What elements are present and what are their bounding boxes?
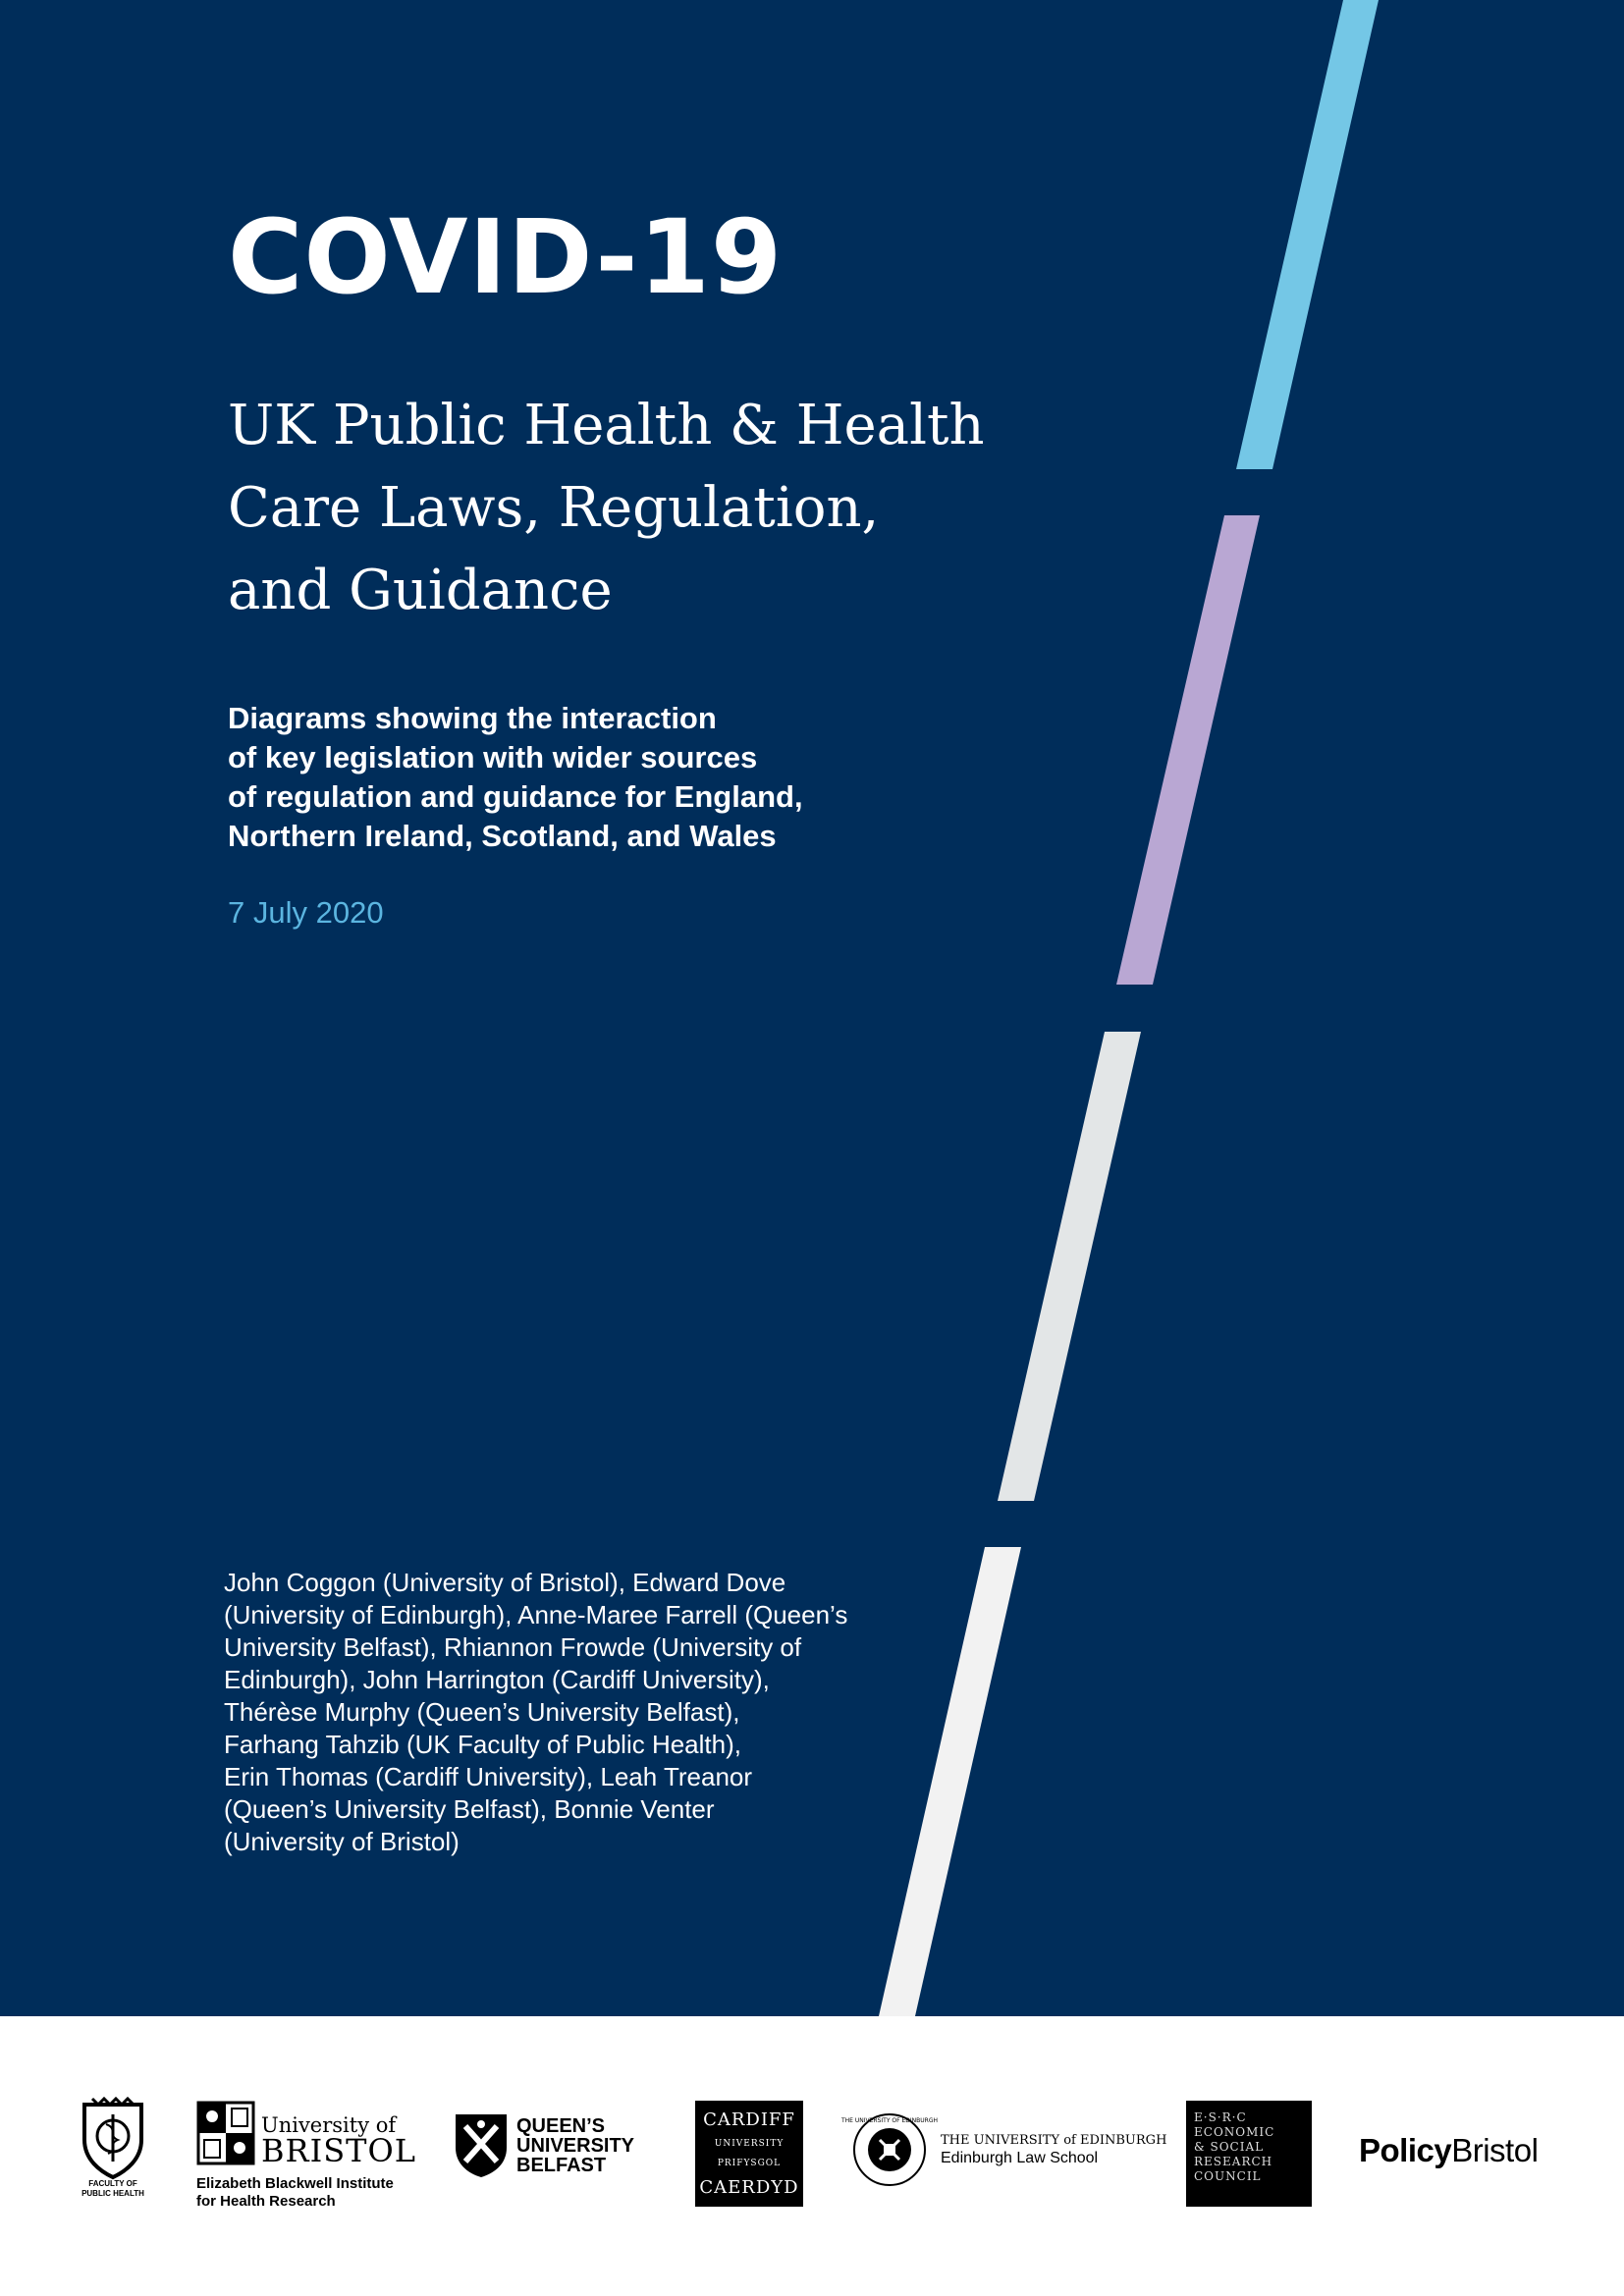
document-title: COVID-19 <box>228 197 784 317</box>
publication-date: 7 July 2020 <box>228 895 384 930</box>
cardiff-university-label: UNIVERSITY <box>714 2139 785 2150</box>
qub-label: QUEEN’S <box>516 2115 606 2137</box>
description-line: Northern Ireland, Scotland, and Wales <box>228 819 777 853</box>
policy-bristol-logo <box>1359 2132 1538 2169</box>
bristol-crest-icon <box>196 2101 255 2165</box>
bristol-university-of: University of <box>261 2113 397 2137</box>
author-line: Thérèse Murphy (Queen’s University Belfast), <box>224 1697 740 1727</box>
university-of-bristol-logo <box>196 2101 416 2211</box>
esrc-label: & SOCIAL <box>1194 2140 1265 2154</box>
description-line: Diagrams showing the interaction <box>228 701 717 735</box>
queens-university-belfast-logo <box>454 2112 634 2179</box>
edinburgh-seal-icon <box>841 2110 938 2189</box>
fph-label: FACULTY OF <box>88 2179 137 2188</box>
author-line: Edinburgh), John Harrington (Cardiff University), <box>224 1665 770 1694</box>
stripe-grey <box>998 1032 1141 1501</box>
cardiff-wordmark: CARDIFF <box>703 2109 795 2130</box>
author-line: John Coggon (University of Bristol), Edward Dove <box>224 1568 786 1597</box>
university-of-edinburgh-logo <box>841 2110 1167 2189</box>
esrc-wordmark: E·S·R·C <box>1194 2110 1247 2124</box>
esrc-label: RESEARCH <box>1194 2155 1273 2168</box>
bristol-institute-label: Elizabeth Blackwell Institute <box>196 2175 394 2192</box>
fph-label: PUBLIC HEALTH <box>81 2189 144 2198</box>
esrc-label: ECONOMIC <box>1194 2125 1275 2139</box>
qub-label: UNIVERSITY <box>516 2135 635 2157</box>
edinburgh-university-label: THE UNIVERSITY of EDINBURGH <box>941 2132 1167 2148</box>
subtitle-line: Care Laws, Regulation, <box>228 476 880 540</box>
cardiff-university-logo <box>695 2101 803 2207</box>
author-line: (University of Edinburgh), Anne-Maree Farrell (Queen’s <box>224 1600 848 1629</box>
author-line: Farhang Tahzib (UK Faculty of Public Health), <box>224 1730 741 1759</box>
description-line: of key legislation with wider sources <box>228 740 758 774</box>
qub-shield-icon <box>454 2112 509 2179</box>
author-line: (Queen’s University Belfast), Bonnie Venter <box>224 1794 715 1824</box>
bristol-institute-label: for Health Research <box>196 2193 336 2210</box>
esrc-label: COUNCIL <box>1194 2169 1262 2183</box>
esrc-logo <box>1186 2101 1312 2207</box>
stripe-white <box>879 1547 1021 2016</box>
qub-label: BELFAST <box>516 2155 607 2176</box>
stripe-blue <box>1236 0 1379 469</box>
author-line: University Belfast), Rhiannon Frowde (University of <box>224 1632 802 1662</box>
author-line: Erin Thomas (Cardiff University), Leah Treanor <box>224 1762 753 1791</box>
subtitle-line: UK Public Health & Health <box>228 394 985 457</box>
edinburgh-law-school-label: Edinburgh Law School <box>941 2149 1099 2166</box>
fph-crest-icon <box>79 2097 147 2179</box>
document-subtitle <box>228 385 1053 632</box>
bristol-wordmark: BRISTOL <box>261 2132 416 2169</box>
document-description <box>228 699 895 856</box>
caerdyd-wordmark: CAERDYD <box>699 2177 799 2199</box>
stripe-lilac <box>1116 515 1260 985</box>
edinburgh-ring-text: THE UNIVERSITY OF EDINBURGH <box>841 2117 938 2124</box>
subtitle-line: and Guidance <box>228 559 613 622</box>
description-line: of regulation and guidance for England, <box>228 779 803 814</box>
author-list <box>224 1567 892 1858</box>
cardiff-prifysgol-label: PRIFYSGOL <box>717 2158 782 2168</box>
faculty-public-health-logo <box>69 2097 157 2199</box>
author-line: (University of Bristol) <box>224 1827 460 1856</box>
policy-bristol-bold: Policy <box>1359 2132 1452 2168</box>
policy-bristol-regular: Bristol <box>1451 2132 1539 2168</box>
